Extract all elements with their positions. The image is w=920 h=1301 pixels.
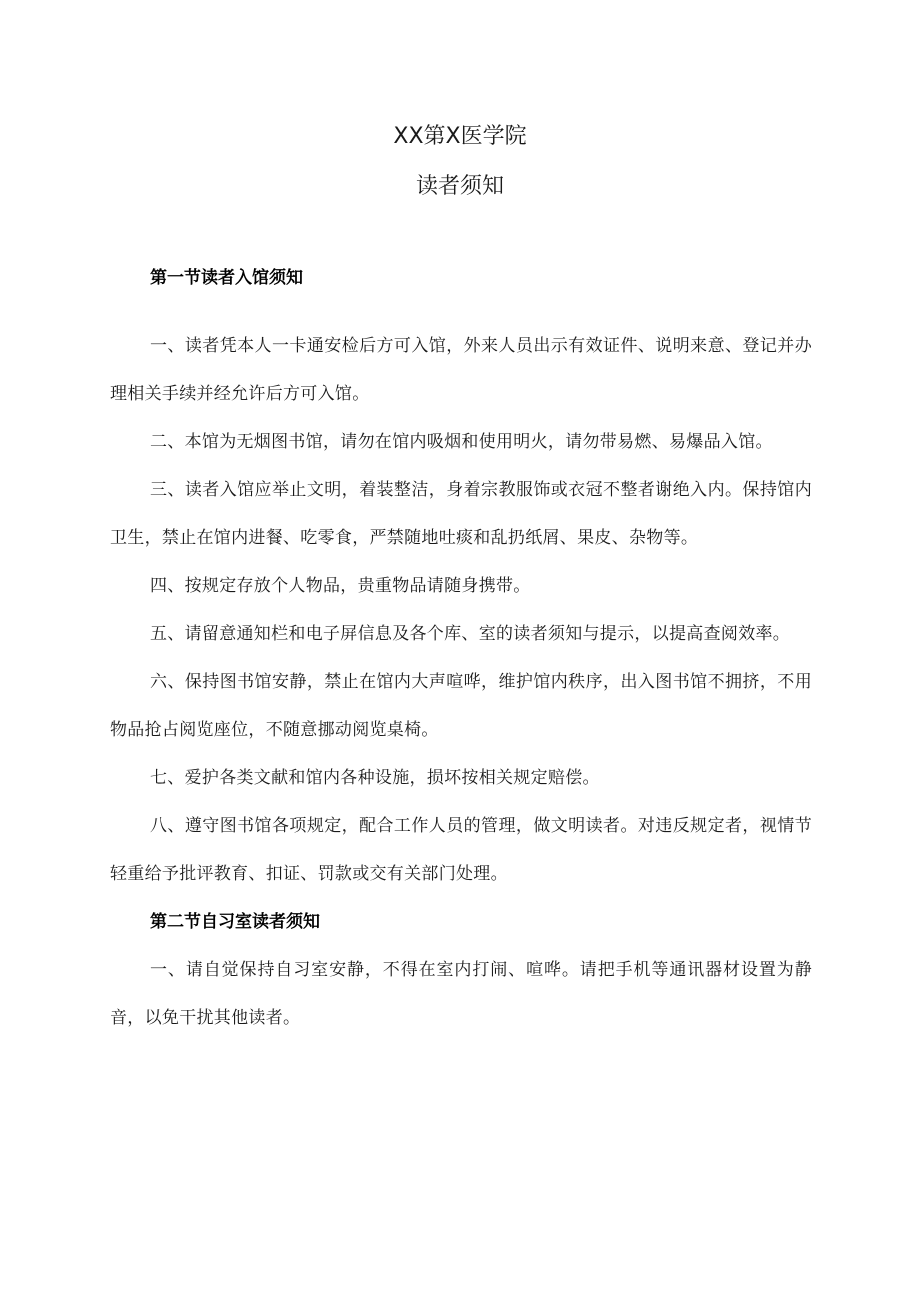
section-1-item-5: 五、请留意通知栏和电子屏信息及各个库、室的读者须知与提示，以提高查阅效率。 [150,624,791,644]
section-1-item-2: 二、本馆为无烟图书馆，请勿在馆内吸烟和使用明火，请勿带易燃、易爆品入馆。 [150,432,773,452]
section-2-heading: 第二节自习室读者须知 [150,912,320,932]
section-1-item-6: 六、保持图书馆安静，禁止在馆内大声喧哗，维护馆内秩序，出入图书馆不拥挤，不用物品抢占阅览座位，不随意挪动阅览桌椅。 [110,672,812,740]
section-2-item-1: 一、请自觉保持自习室安静，不得在室内打闹、喧哗。请把手机等通讯器材设置为静音，以免干扰其他读者。 [110,960,812,1028]
section-1-item-3: 三、读者入馆应举止文明，着装整洁，身着宗教服饰或衣冠不整者谢绝入内。保持馆内卫生，禁止在馆内进餐、吃零食，严禁随地吐痰和乱扔纸屑、果皮、杂物等。 [110,480,812,548]
section-1-item-7: 七、爱护各类文献和馆内各种设施，损坏按相关规定赔偿。 [150,768,600,788]
section-1-heading: 第一节读者入馆须知 [150,268,303,288]
document-title: 读者须知 [415,174,504,199]
section-1-item-1: 一、读者凭本人一卡通安检后方可入馆，外来人员出示有效证件、说明来意、登记并办理相关手续并经允许后方可入馆。 [110,336,812,404]
institution-title: XX第X医学院 [393,124,527,149]
document-body [110,254,812,1042]
section-1-item-8: 八、遵守图书馆各项规定，配合工作人员的管理，做文明读者。对违反规定者，视情节轻重给予批评教育、扣证、罚款或交有关部门处理。 [110,816,812,884]
section-1-item-4: 四、按规定存放个人物品，贵重物品请随身携带。 [150,576,531,596]
